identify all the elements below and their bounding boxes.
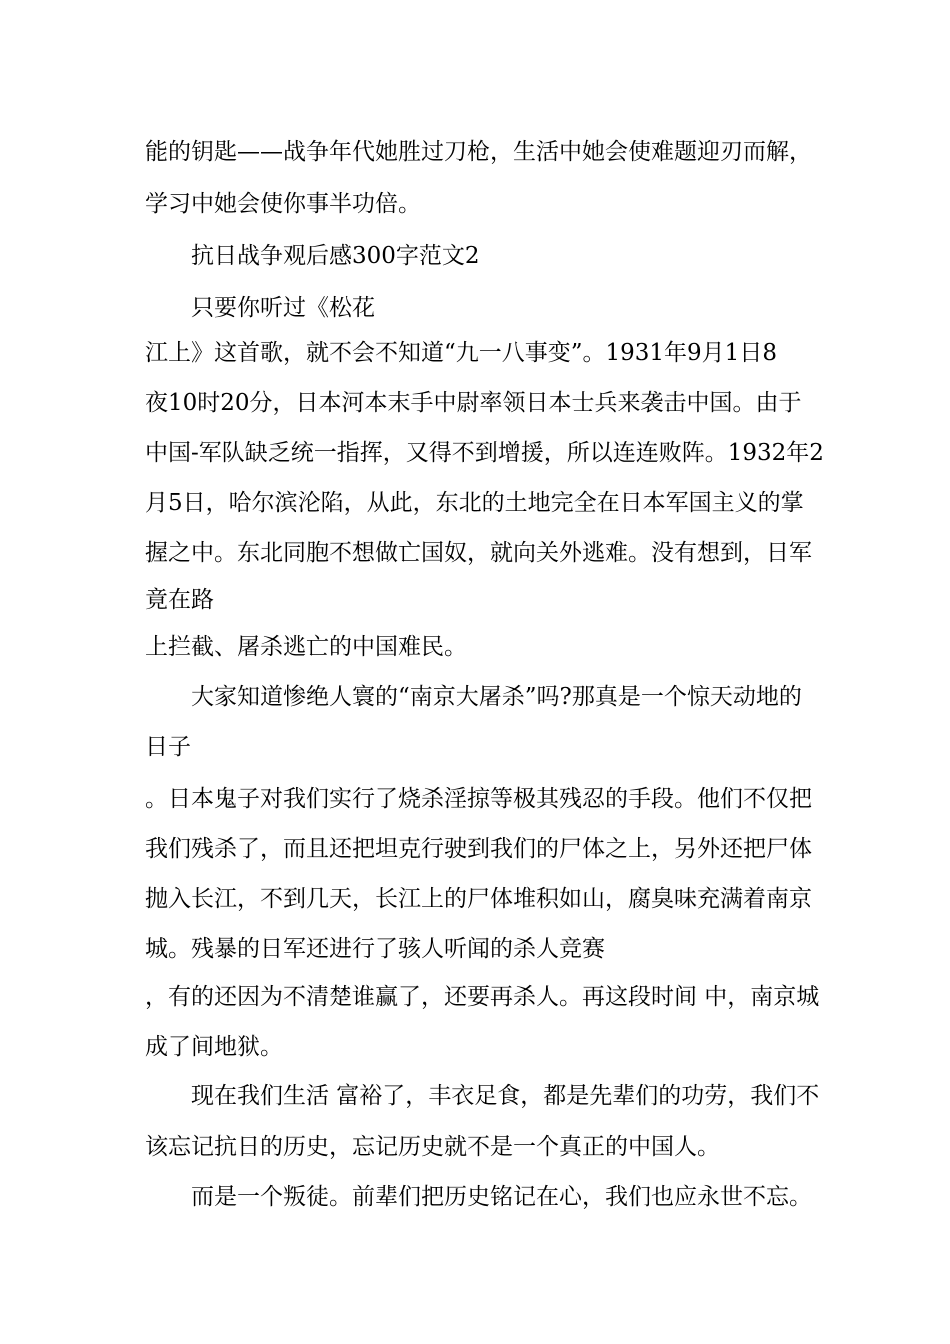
text-line: 该忘记抗日的历史，忘记历史就不是一个真正的中国人。 (145, 1134, 720, 1160)
text-line: 能的钥匙——战争年代她胜过刀枪，生活中她会使难题迎刃而解， (145, 139, 812, 165)
text-line: 我们残杀了，而且还把坦克行驶到我们的尸体之上，另外还把尸体 (145, 836, 812, 862)
text-line: 只要你听过《松花 (191, 295, 375, 321)
text-line: 城。残暴的日军还进行了骇人听闻的杀人竞赛 (145, 936, 605, 962)
text-line: 竟在路 (145, 587, 214, 613)
text-line: 月5日，哈尔滨沦陷，从此，东北的土地完全在日本军国主义的掌 (145, 490, 804, 516)
text-line: 成了间地狱。 (145, 1034, 283, 1060)
text-line: 握之中。东北同胞不想做亡国奴，就向关外逃难。没有想到，日军 (145, 540, 812, 566)
text-line: 大家知道惨绝人寰的“南京大屠杀”吗?那真是一个惊天动地的 (191, 684, 802, 710)
text-line: 现在我们生活 富裕了，丰衣足食，都是先辈们的功劳，我们不 (191, 1083, 820, 1109)
text-line: 。日本鬼子对我们实行了烧杀淫掠等极其残忍的手段。他们不仅把 (145, 786, 812, 812)
text-line: 夜10时20分，日本河本末手中尉率领日本士兵来袭击中国。由于 (145, 390, 802, 416)
text-line: ，有的还因为不清楚谁赢了，还要再杀人。再这段时间 中，南京城 (145, 984, 820, 1010)
text-line: 江上》这首歌，就不会不知道“九一八事变”。1931年9月1日8 (145, 340, 777, 366)
text-line: 学习中她会使你事半功倍。 (145, 191, 421, 217)
text-line: 抛入长江，不到几天，长江上的尸体堆积如山，腐臭味充满着南京 (145, 886, 812, 912)
section-heading: 抗日战争观后感300字范文2 (191, 243, 480, 269)
text-line: 中国-军队缺乏统一指挥，又得不到增援，所以连连败阵。1932年2 (145, 440, 824, 466)
text-line: 日子 (145, 734, 191, 760)
text-line: 而是一个叛徒。前辈们把历史铭记在心，我们也应永世不忘。 (191, 1184, 812, 1210)
text-line: 上拦截、屠杀逃亡的中国难民。 (145, 634, 467, 660)
